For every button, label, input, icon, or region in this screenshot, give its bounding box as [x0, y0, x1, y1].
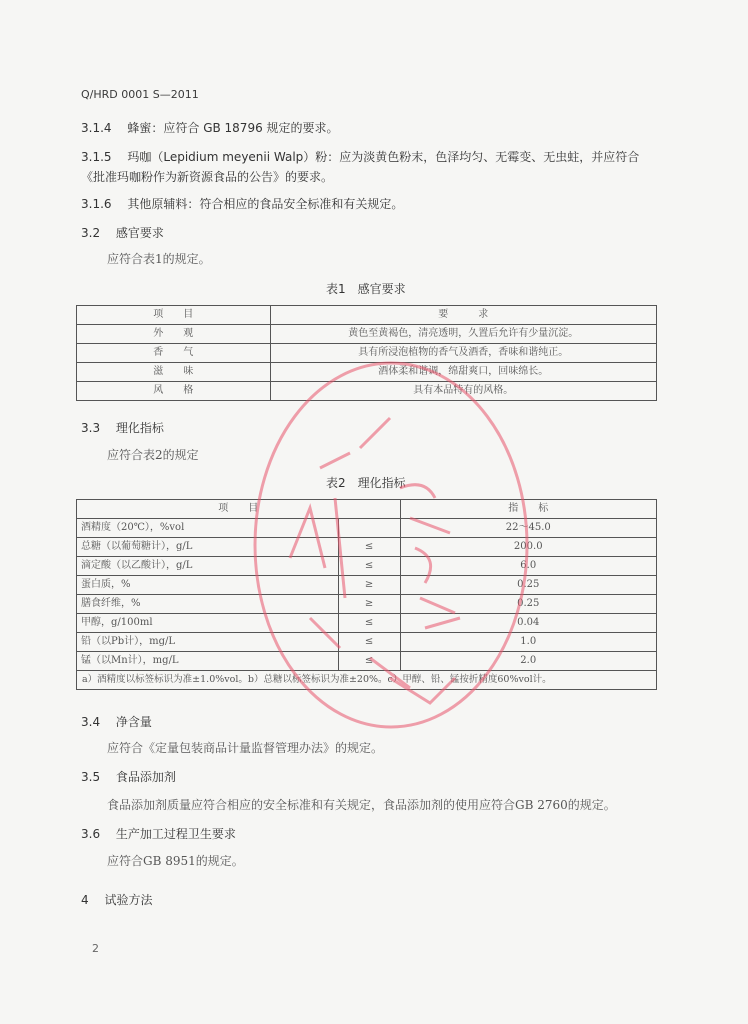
table-row: [77, 652, 657, 671]
header-requirement: 要 求: [270, 306, 657, 325]
table-row: [77, 344, 657, 363]
section-title: 生产加工过程卫生要求: [115, 827, 236, 841]
section-3-2-body: 应符合表1的规定。: [107, 252, 211, 266]
row-operator: ≤: [338, 633, 400, 652]
row-requirement: 具有本品特有的风格。: [270, 382, 657, 401]
row-value: 1.0: [400, 633, 657, 652]
clause-3-1-6: [81, 195, 403, 212]
section-title: 感官要求: [115, 226, 164, 240]
row-requirement: 具有所浸泡植物的香气及酒香，香味和谐纯正。: [270, 344, 657, 363]
section-3-5-body: 食品添加剂质量应符合相应的安全标准和有关规定，食品添加剂的使用应符合GB 2760的规定。: [107, 798, 616, 812]
row-item: 滋 味: [77, 363, 271, 382]
section-3-3-body: 应符合表2的规定: [107, 448, 199, 462]
row-operator: [338, 519, 400, 538]
row-value: 200.0: [400, 538, 657, 557]
row-operator: ≤: [338, 652, 400, 671]
header-value: 指 标: [400, 500, 657, 519]
table-row: [77, 519, 657, 538]
row-item: 外 观: [77, 325, 271, 344]
table-header-row: [77, 500, 657, 519]
row-item: 锰（以Mn计），mg/L: [77, 652, 339, 671]
table-note-row: [77, 671, 657, 690]
section-number: 3.6: [81, 827, 101, 841]
section-title: 食品添加剂: [115, 770, 176, 784]
clause-number: 3.1.5: [81, 150, 112, 164]
row-value: 0.25: [400, 576, 657, 595]
row-requirement: 黄色至黄褐色，清亮透明，久置后允许有少量沉淀。: [270, 325, 657, 344]
section-number: 3.4: [81, 715, 101, 729]
section-number: 4: [81, 893, 89, 907]
table-row: [77, 538, 657, 557]
table1-caption: 表1 感官要求: [326, 282, 406, 296]
row-value: 2.0: [400, 652, 657, 671]
table-row: [77, 325, 657, 344]
table-row: [77, 363, 657, 382]
clause-text: 蜂蜜：应符合 GB 18796 规定的要求。: [127, 121, 339, 135]
clause-text: 玛咖（Lepidium meyenii Walp）粉：应为淡黄色粉末，色泽均匀、无霉变、无虫蛀，并应符合: [127, 150, 640, 164]
section-title: 试验方法: [104, 893, 153, 907]
row-value: 0.04: [400, 614, 657, 633]
table-row: [77, 614, 657, 633]
section-3-2-heading: [81, 224, 164, 241]
section-title: 理化指标: [115, 421, 164, 435]
page-number: 2: [92, 942, 99, 955]
section-title: 净含量: [115, 715, 152, 729]
section-number: 3.2: [81, 226, 101, 240]
section-3-4-body: 应符合《定量包装商品计量监督管理办法》的规定。: [107, 741, 384, 755]
header-item: 项 目: [77, 306, 271, 325]
clause-text: 其他原辅料：符合相应的食品安全标准和有关规定。: [127, 197, 404, 211]
section-number: 3.5: [81, 770, 101, 784]
row-item: 总糖（以葡萄糖计），g/L: [77, 538, 339, 557]
row-requirement: 酒体柔和谐调，绵甜爽口，回味绵长。: [270, 363, 657, 382]
row-item: 蛋白质，%: [77, 576, 339, 595]
row-operator: ≤: [338, 538, 400, 557]
section-3-6-body: 应符合GB 8951的规定。: [107, 854, 244, 868]
row-item: 酒精度（20℃），%vol: [77, 519, 339, 538]
table-row: [77, 633, 657, 652]
row-value: 0.25: [400, 595, 657, 614]
document-code: Q/HRD 0001 S—2011: [81, 88, 199, 101]
table-row: [77, 576, 657, 595]
row-value: 6.0: [400, 557, 657, 576]
section-4-heading: [81, 891, 152, 908]
sensory-requirements-table: [76, 305, 657, 401]
section-3-5-heading: [81, 768, 176, 785]
row-item: 铅（以Pb计），mg/L: [77, 633, 339, 652]
row-item: 滴定酸（以乙酸计），g/L: [77, 557, 339, 576]
clause-number: 3.1.6: [81, 197, 112, 211]
section-3-3-heading: [81, 419, 164, 436]
clause-3-1-5: [81, 148, 639, 165]
table-note: a）酒精度以标签标识为准±1.0%vol。b）总糖以标签标识为准±20%。c）甲醇、铅、锰按折精度60%vol计。: [77, 671, 657, 690]
table-row: [77, 557, 657, 576]
physicochemical-table: [76, 499, 657, 690]
clause-3-1-5-cont: 《批准玛咖粉作为新资源食品的公告》的要求。: [81, 170, 334, 184]
table2-caption: 表2 理化指标: [326, 476, 406, 490]
row-item: 甲醇，g/100ml: [77, 614, 339, 633]
row-item: 膳食纤维，%: [77, 595, 339, 614]
table-row: [77, 382, 657, 401]
clause-3-1-4: [81, 119, 339, 136]
section-3-4-heading: [81, 713, 152, 730]
row-value: 22～45.0: [400, 519, 657, 538]
row-operator: ≥: [338, 595, 400, 614]
table-header-row: [77, 306, 657, 325]
row-operator: ≤: [338, 614, 400, 633]
section-number: 3.3: [81, 421, 101, 435]
table-row: [77, 595, 657, 614]
clause-number: 3.1.4: [81, 121, 112, 135]
section-3-6-heading: [81, 825, 236, 842]
row-item: 风 格: [77, 382, 271, 401]
row-item: 香 气: [77, 344, 271, 363]
row-operator: ≥: [338, 576, 400, 595]
row-operator: ≤: [338, 557, 400, 576]
header-item: 项 目: [77, 500, 401, 519]
